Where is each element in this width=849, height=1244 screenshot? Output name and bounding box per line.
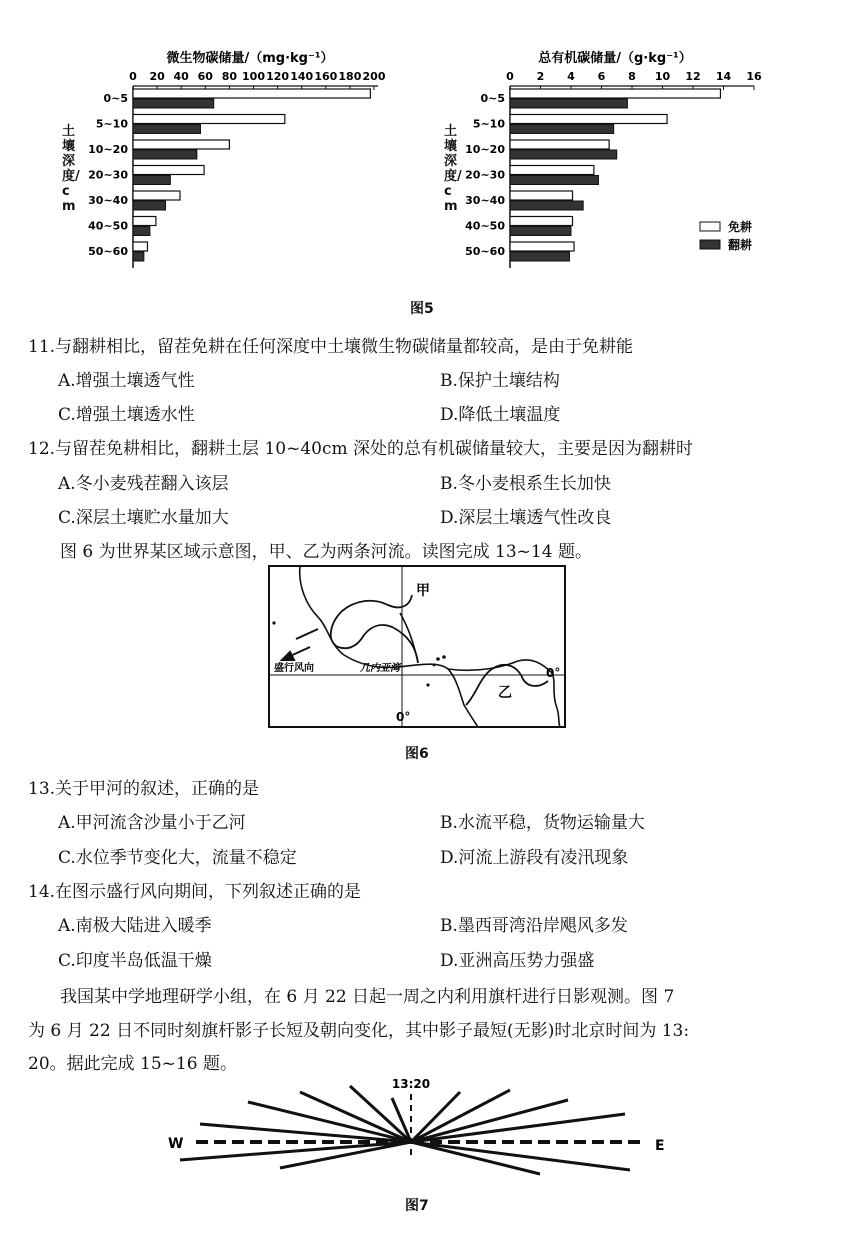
question-12-option-c: C.深层土壤贮水量加大	[58, 508, 229, 528]
shadow-ray	[411, 1114, 625, 1142]
figure-6-intro: 图 6 为世界某区域示意图，甲、乙为两条河流。读图完成 13~14 题。	[60, 542, 592, 562]
right-category-label: 10~20	[465, 143, 505, 156]
left-bar-no-till	[133, 115, 285, 124]
figure-5-caption-text: 图5	[410, 301, 434, 317]
right-category-label: 20~30	[465, 168, 505, 182]
right-x-ticks	[506, 70, 762, 90]
question-13-option-a: A.甲河流含沙量小于乙河	[58, 813, 246, 833]
right-category-label: 0~5	[480, 92, 505, 105]
left-tick-label: 60	[197, 70, 213, 83]
left-tick-label: 160	[314, 70, 338, 83]
right-bar-no-till	[510, 217, 573, 226]
legend-label-plow: 翻耕	[728, 238, 753, 252]
shadow-ray	[411, 1100, 568, 1142]
left-category-label: 0~5	[103, 92, 128, 105]
left-y-categories	[88, 92, 128, 258]
left-category-label: 20~30	[88, 168, 128, 182]
label-prevailing-wind: 盛行风向	[274, 663, 314, 674]
left-x-ticks	[129, 70, 386, 90]
right-bar-plow	[510, 227, 571, 236]
figure-7-caption: 图7	[405, 1198, 429, 1214]
left-category-label: 10~20	[88, 143, 128, 156]
right-bar-plow	[510, 252, 569, 261]
left-category-label: 30~40	[88, 194, 128, 207]
right-bar-plow	[510, 125, 614, 134]
left-tick-label: 20	[149, 70, 165, 83]
right-bar-no-till	[510, 166, 594, 175]
shadow-rays	[180, 1086, 630, 1174]
left-tick-label: 0	[129, 70, 137, 83]
question-13-option-c: C.水位季节变化大，流量不稳定	[58, 848, 297, 868]
left-bar-plow	[133, 125, 200, 134]
left-bar-plow	[133, 227, 150, 236]
question-14-stem: 14.在图示盛行风向期间，下列叙述正确的是	[28, 882, 362, 902]
right-bar-no-till	[510, 140, 609, 149]
right-bar-plow	[510, 99, 627, 108]
left-bar-no-till	[133, 166, 204, 175]
time-label-1320: 13:20	[391, 1077, 431, 1091]
legend-swatch-plow	[700, 240, 720, 249]
question-14-option-b: B.墨西哥湾沿岸飓风多发	[440, 916, 628, 936]
left-bar-no-till	[133, 89, 370, 98]
left-tick-label: 140	[290, 70, 314, 83]
left-bar-plow	[133, 150, 197, 159]
left-category-label: 50~60	[88, 245, 128, 258]
right-chart-bars	[510, 89, 720, 261]
figure-5	[0, 0, 849, 300]
left-bar-no-till	[133, 242, 147, 251]
right-tick-label: 8	[628, 70, 636, 83]
right-chart-title: 总有机碳储量/（g·kg⁻¹）	[538, 51, 692, 66]
label-equator-0: 0°	[546, 666, 561, 680]
question-14-option-a: A.南极大陆进入暖季	[58, 916, 212, 936]
question-12-option-d: D.深层土壤透气性改良	[440, 508, 612, 528]
left-bar-plow	[133, 252, 144, 261]
east-label: E	[655, 1138, 665, 1154]
right-category-label: 50~60	[465, 245, 505, 258]
left-tick-label: 100	[242, 70, 265, 83]
question-11-option-b: B.保护土壤结构	[440, 371, 560, 391]
label-meridian-0: 0°	[396, 710, 411, 724]
left-tick-label: 180	[338, 70, 362, 83]
left-bar-no-till	[133, 191, 180, 200]
question-13-option-d: D.河流上游段有凌汛现象	[440, 848, 629, 868]
question-13-option-b: B.水流平稳，货物运输量大	[440, 813, 645, 833]
figure-7-intro-line-3: 20。据此完成 15~16 题。	[28, 1054, 237, 1074]
right-bar-plow	[510, 176, 598, 185]
figure-7-intro-line-1: 我国某中学地理研学小组，在 6 月 22 日起一周之内利用旗杆进行日影观测。图 7	[60, 987, 675, 1007]
shadow-ray	[411, 1142, 630, 1170]
question-11-option-d: D.降低土壤温度	[440, 405, 561, 425]
figure-7-shadow-diagram	[160, 1070, 680, 1180]
right-bar-plow	[510, 201, 583, 210]
question-12-stem: 12.与留茬免耕相比，翻耕土层 10~40cm 深处的总有机碳储量较大，主要是因为翻耕时	[28, 439, 693, 459]
label-gulf-of-guinea: 几内亚湾	[360, 663, 400, 674]
left-bar-no-till	[133, 140, 229, 149]
figure-6-map	[268, 565, 566, 729]
right-bar-plow	[510, 150, 617, 159]
question-11-stem: 11.与翻耕相比，留茬免耕在任何深度中土壤微生物碳储量都较高，是由于免耕能	[28, 337, 634, 357]
right-bar-no-till	[510, 242, 574, 251]
right-y-categories	[465, 92, 505, 258]
right-bar-no-till	[510, 89, 720, 98]
right-tick-label: 4	[567, 70, 575, 83]
left-chart-bars	[133, 89, 370, 261]
right-tick-label: 2	[536, 70, 545, 83]
left-y-axis-label: 土壤深度/cm	[62, 124, 80, 214]
question-11-option-c: C.增强土壤透水性	[58, 405, 195, 425]
question-14-option-d: D.亚洲高压势力强盛	[440, 951, 595, 971]
left-bar-plow	[133, 99, 214, 108]
west-label: W	[168, 1136, 184, 1152]
left-bar-plow	[133, 201, 166, 210]
question-11-option-a: A.增强土壤透气性	[58, 371, 195, 391]
left-tick-label: 80	[221, 70, 238, 83]
left-category-label: 5~10	[95, 117, 128, 131]
right-bar-no-till	[510, 191, 573, 200]
right-tick-label: 16	[746, 70, 762, 83]
question-13-stem: 13.关于甲河的叙述，正确的是	[28, 779, 260, 799]
right-category-label: 40~50	[465, 219, 505, 233]
left-chart-title: 微生物碳储量/（mg·kg⁻¹）	[166, 51, 334, 66]
left-bar-plow	[133, 176, 170, 185]
label-yi: 乙	[498, 685, 512, 701]
shadow-ray	[180, 1142, 411, 1160]
right-tick-label: 10	[654, 70, 671, 83]
left-bar-no-till	[133, 217, 156, 226]
right-tick-label: 0	[506, 70, 514, 83]
legend-swatch-no-till	[700, 222, 720, 231]
label-jia: 甲	[416, 583, 430, 599]
legend-label-no-till: 免耕	[728, 220, 753, 234]
right-category-label: 30~40	[465, 194, 505, 207]
left-tick-label: 120	[266, 70, 290, 83]
question-12-option-b: B.冬小麦根系生长加快	[440, 474, 611, 494]
right-tick-label: 14	[715, 70, 732, 83]
figure-7-intro-line-2: 为 6 月 22 日不同时刻旗杆影子长短及朝向变化，其中影子最短(无影)时北京时间为 13:	[28, 1021, 690, 1041]
left-category-label: 40~50	[88, 219, 128, 233]
right-tick-label: 12	[685, 70, 701, 83]
shadow-ray	[411, 1142, 540, 1174]
right-tick-label: 6	[597, 70, 606, 83]
question-14-option-c: C.印度半岛低温干燥	[58, 951, 212, 971]
question-12-option-a: A.冬小麦残茬翻入该层	[58, 474, 229, 494]
right-category-label: 5~10	[472, 117, 505, 131]
right-bar-no-till	[510, 115, 667, 124]
figure-6-caption: 图6	[405, 746, 429, 762]
left-tick-label: 200	[362, 70, 386, 83]
left-tick-label: 40	[173, 70, 189, 83]
right-y-axis-label: 土壤深度/cm	[444, 124, 462, 214]
